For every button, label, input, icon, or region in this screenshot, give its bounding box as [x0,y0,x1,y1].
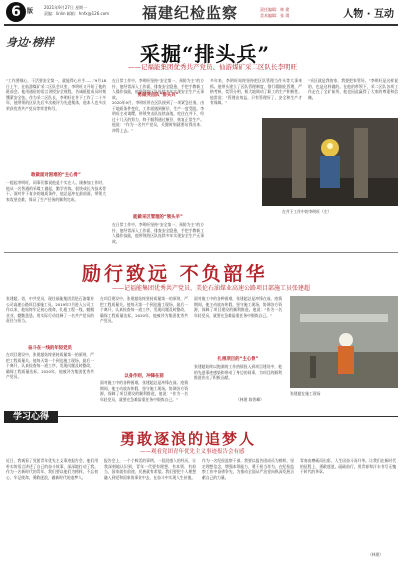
article1-photo [262,118,398,206]
masthead-rule [4,24,398,26]
editor-line: 责任编辑：林 建 [260,7,290,12]
mine-worker-photo-icon [262,118,398,206]
feature-section-tag: 学习心得 [4,411,58,423]
page-number-label: 版 [27,8,34,15]
feature3-col3: 作为一名纪检监察干部，我要以报告团成员为榜样，坚定理想信念，增强本领能力，勇于担当作为，在纪检监察工作中奋勇争先，为推动全面从严治党向纵深发展贡献自己的力量。 [202,458,294,480]
article2-subhead-1: 奋斗在一线的年轻党员 [28,346,72,351]
section-title: 人物 · 互动 [343,9,394,20]
article1-photo-caption: 在井下工作中的李明旺（左） [282,209,332,214]
article2-subhead-2: 以身作则，冲锋在前 [124,374,164,379]
article1-col2-tail: 在日常工作中，李明旺坚持“安全第一、预防为主”的方针，他经常深入工作面，排查安全隐患，手把手教新工人操作技能，他带领的区队连续多年实现安全生产无事故。 [112,222,204,244]
article2-subtitle: ——记福能集团优秀共产党员、美伦石油煤业高速公路项目部施工员张建超 [112,285,311,292]
column-tag: 身边·榜样 [6,36,54,49]
article1-col1: “工作要细心，干活要安全第一，就能得心应手……”9月18日上午，在仙游煤矿采二区队会议室，李明旺又开始了他的班前会。他用通俗的语言讲授安全规程，告诫班组成员时刻绷紧安全弦。作为采二区队长，李明旺在井下工作了二十多年，他带领的区队先后多次被评为先进集体，他本人也多次荣获优秀共产党员等荣誉称号。 [6,78,106,111]
article1-col4: “采区就是我的家，我要把家管好。”李明旺是这样说的，也是这样做的。在他的带领下，采二区队各项工作走在了全矿前列，他也因此赢得了大家的尊重和信赖。 [308,78,398,100]
edition-line: 责编：linlin 邮箱：hnfx@126.com [44,11,110,16]
article2-author: （林建 陈智峰） [236,397,264,402]
feature3-col2: 报告会上，一个个鲜活的事例，一段段感人的经历，让我深刻地认识到，青年一代要有理想、有本领、有担当，国家就有前途，民族就有希望。我们要把个人理想融入到党和国家的事业中去，在奋斗中实现人生价值。 [104,458,196,480]
paper-name: 福建纪检监察 [142,4,239,22]
page-number-badge: 6 [6,2,26,22]
article2-col1: 张建超，男，中共党员，现任福能集团美伦石油煤业公司高速公路项目部施工员。2019年7月进入公司工作以来，他始终牢记初心使命，扎根工程一线，兢兢业业，勤勤恳恳，用实际行动诠释了一名共产党员的责任与担当。 [6,296,95,324]
article2-photo-caption: 张建超在施工现场 [290,391,321,396]
article2-title: 励行致远 不负韶华 [82,263,268,285]
article1-col3: 多年来，李明旺始终坚持把区队管理当作头等大事来抓。他带头建立了区队管理制度，推行精细化管理，严格考核，奖罚分明，极大地调动了职工的生产积极性。他常说：“管理出效益，只有管理好了，安全和生产才有保障。” [210,78,302,106]
article2-col2b: 面对施工中的各种困难，张建超总是冲锋在前。疫情期间，他主动放弃休假，坚守施工现场，协调各方资源，保障了项目建设的顺利推进。他说：“作为一名年轻党员，就要在急难险重任务中锻炼自己。” [100,380,188,402]
article1-subtitle: ——记福能集团优秀共产党员、仙游煤矿采二区队长李明旺 [128,63,297,71]
article-divider [4,252,398,253]
article2-col4: 张建超始终以饱满的工作热情投入到项目建设中，他的先进事迹感染和带动了身边的同事，为项目的顺利推进作出了积极贡献。 [194,364,282,381]
article1-subhead-2: 勇做突击队“排头兵” [137,93,179,98]
article1-subhead-1: 敢做面对困难的“主心骨” [31,173,81,178]
article1-title: 采掘“排头兵” [140,42,271,66]
feature3-col1: 近日，我观看了党团青年优先主义事迹报告会，他们用朴实的语言讲述了自己的奋斗故事，深深地打动了我。作为一名新时代的青年，我们要以他们为榜样，不忘初心，牢记使命，勇敢逐浪，做新时代的追梦人。 [6,458,98,480]
feature3-subtitle: ——观看党团青年优先主义事迹报告会有感 [140,449,245,455]
issue-date: 2021年9月27日 星期一 [44,5,88,10]
design-line: 美术编辑：张 琪 [260,13,290,18]
article2-photo [290,296,398,388]
article1-col2: 2020年9月，李明旺所在区队接到了一项紧急任务，由于地质条件变化，工作面遇到断层，生产一度受阻。李明旺主动请缨，带领突击队连续奋战，吃住在井下，经过十几天的努力，终于顺利通过断层，恢复正常生产。他说：“作为一名共产党员，关键时刻就要站得出来、冲得上去。” [112,100,204,133]
article1-col2-intro: 在日常工作中，李明旺坚持“安全第一、预防为主”的方针，他经常深入工作面，排查安全隐患，手把手教新工人操作技能，他带领的区队连续多年实现安全生产无事故。 [112,78,204,100]
feature3-author: （林建） [368,552,384,557]
article1-col1b: 一提起李明旺，同事们都说他是个实在人。刚参加工作时，他从一名普通的采煤工做起，勤学苦练，很快成长为技术骨干。面对井下复杂的地质条件，他总是冲在最前面，带领大家攻坚克难，保证了生产任务的顺利完成。 [6,180,106,202]
feature-section-rule [58,416,398,417]
construction-site-photo-icon [290,296,398,388]
article1-subhead-3: 能做采区管理的“领头羊” [133,215,183,220]
feature3-title: 勇敢逐浪的追梦人 [120,430,257,448]
article2-subhead-3: 扎根项目的“主心骨” [217,357,259,362]
article2-col1b: 在项目建设中，张建超始终坚持质量第一的原则，严把工程质量关。他每天第一个到达施工现场，最后一个离开，认真检查每一道工序，发现问题及时整改，确保工程质量达标。2020年，他被评为集团优秀共产党员。 [6,352,94,380]
masthead [4,2,398,24]
feature3-col4: 青春由磨砺而出彩，人生因奋斗而升华。让我们在新时代的征程上，勇敢逐浪，砥砺前行，用青春和汗水书写无愧于时代的华章。 [300,458,396,475]
article2-col3: 面对施工中的各种困难，张建超总是冲锋在前。疫情期间，他主动放弃休假，坚守施工现场，协调各方资源，保障了项目建设的顺利推进。他说：“作为一名年轻党员，就要在急难险重任务中锻炼自己。” [194,296,282,318]
article2-col2: 在项目建设中，张建超始终坚持质量第一的原则，严把工程质量关。他每天第一个到达施工现场，最后一个离开，认真检查每一道工序，发现问题及时整改，确保工程质量达标。2020年，他被评为集团优秀共产党员。 [100,296,188,324]
